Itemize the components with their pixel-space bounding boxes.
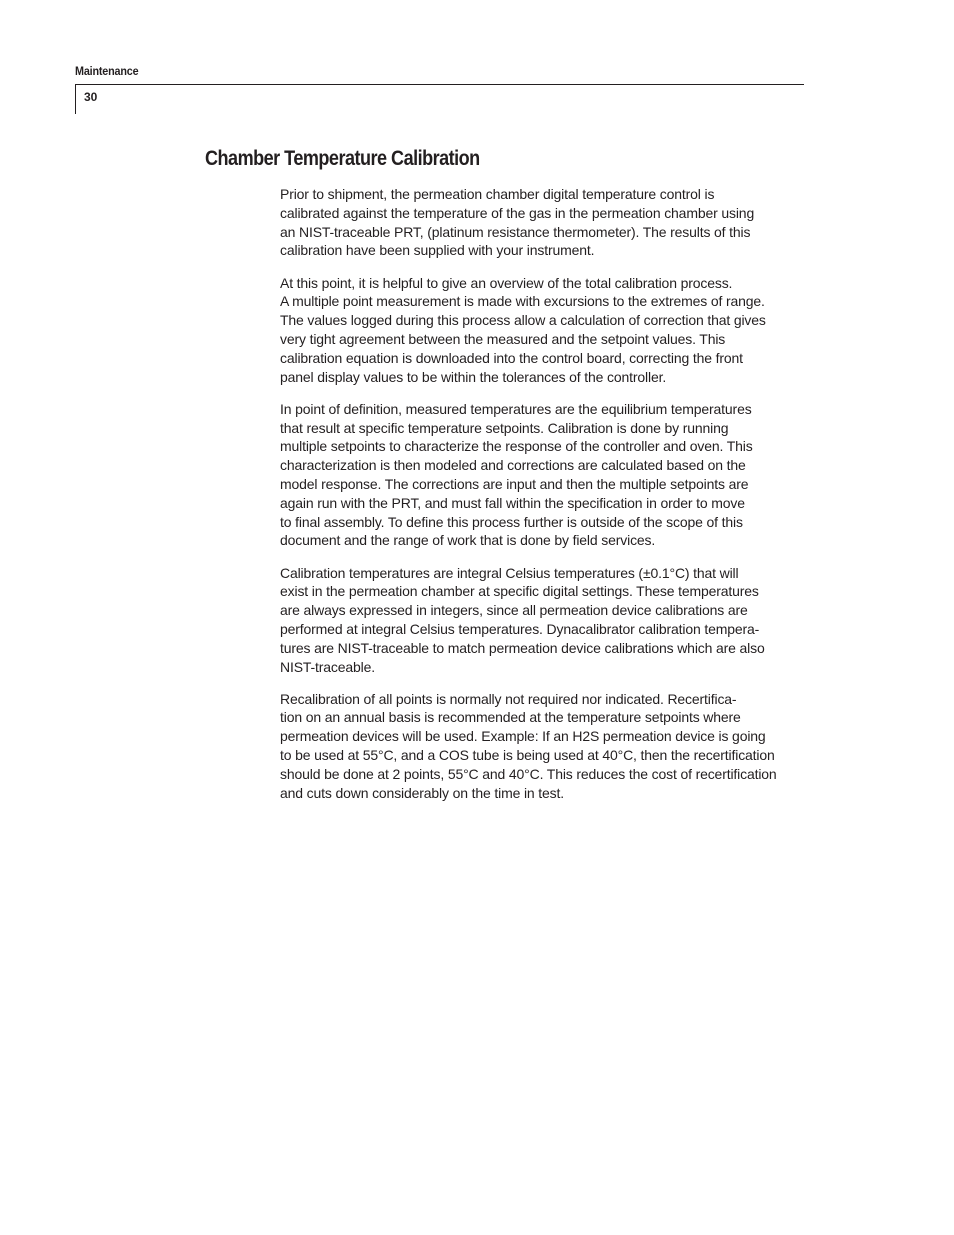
text-line: NIST-traceable. (280, 658, 376, 675)
text-line: permeation devices will be used. Example: If an H2S permeation device is going (280, 728, 766, 745)
text-line: multiple setpoints to characterize the response of the controller and oven. This (280, 438, 753, 455)
paragraph-recalibration (280, 690, 806, 803)
text-line: very tight agreement between the measured and the setpoint values. This (280, 330, 726, 347)
text-line: calibration equation is downloaded into the control board, correcting the front (280, 349, 743, 366)
header-rule (75, 84, 804, 85)
section-title: Chamber Temperature Calibration (205, 147, 480, 170)
paragraph-definition (280, 400, 806, 550)
paragraph-shipment-calibration (280, 185, 806, 260)
text-line: and cuts down considerably on the time in test. (280, 784, 565, 801)
text-line: At this point, it is helpful to give an overview of the total calibration process. (280, 274, 733, 291)
body-text (280, 185, 806, 816)
text-line: model response. The corrections are input and then the multiple setpoints are (280, 475, 749, 492)
text-line: panel display values to be within the tolerances of the controller. (280, 368, 667, 385)
page-number: 30 (84, 90, 98, 104)
text-line: an NIST-traceable PRT, (platinum resistance thermometer). The results of this (280, 223, 751, 240)
text-line: again run with the PRT, and must fall within the specification in order to move (280, 494, 745, 511)
text-line: performed at integral Celsius temperatures. Dynacalibrator calibration tempera- (280, 620, 760, 637)
text-line: that result at specific temperature setpoints. Calibration is done by running (280, 419, 729, 436)
text-line: tion on an annual basis is recommended at the temperature setpoints where (280, 709, 741, 726)
paragraph-calibration-temperatures (280, 564, 806, 677)
text-line: In point of definition, measured temperatures are the equilibrium temperatures (280, 400, 752, 417)
text-line: should be done at 2 points, 55°C and 40°C. This reduces the cost of recertification (280, 765, 777, 782)
text-line: calibration have been supplied with your instrument. (280, 242, 595, 259)
text-line: to final assembly. To define this process further is outside of the scope of this (280, 513, 743, 530)
text-line: The values logged during this process allow a calculation of correction that gives (280, 312, 766, 329)
text-line: Prior to shipment, the permeation chamber digital temperature control is (280, 186, 715, 202)
text-line: are always expressed in integers, since all permeation device calibrations are (280, 602, 748, 619)
text-line: document and the range of work that is done by field services. (280, 532, 656, 549)
text-line: Calibration temperatures are integral Celsius temperatures (±0.1°C) that will (280, 564, 739, 581)
text-line: Recalibration of all points is normally not required nor indicated. Recertifica- (280, 690, 737, 707)
text-line: calibrated against the temperature of the gas in the permeation chamber using (280, 204, 755, 221)
text-line: A multiple point measurement is made with excursions to the extremes of range. (280, 293, 765, 310)
text-line: exist in the permeation chamber at specific digital settings. These temperatures (280, 583, 759, 600)
running-header: Maintenance (75, 64, 139, 78)
text-line: tures are NIST-traceable to match permeation device calibrations which are also (280, 639, 765, 656)
page-number-rule (75, 84, 76, 114)
text-line: characterization is then modeled and corrections are calculated based on the (280, 457, 746, 474)
text-line: to be used at 55°C, and a COS tube is being used at 40°C, then the recertification (280, 747, 775, 764)
paragraph-calibration-overview (280, 274, 806, 387)
